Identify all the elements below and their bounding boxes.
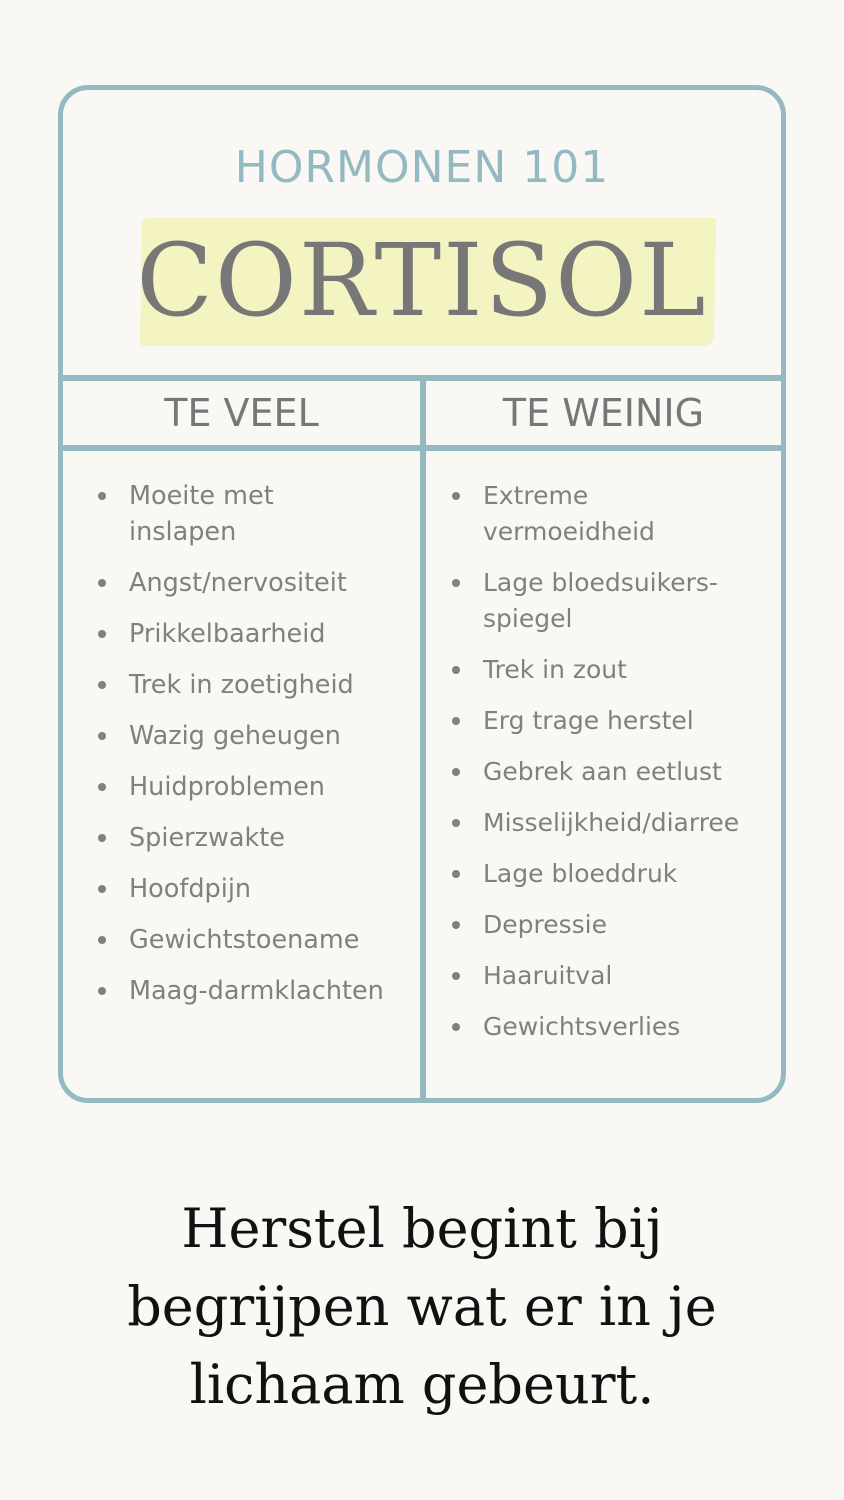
list-item [95,871,425,907]
bullet-icon [98,987,106,995]
list-item [95,769,425,805]
bullet-icon [98,630,106,638]
column-heading-te-weinig: TE WEINIG [502,391,705,435]
list-item-text: Maag-darmklachten [129,976,384,1006]
bullet-icon [452,579,460,587]
symptom-list-te-veel [95,478,425,1024]
list-item-text: Depressie [483,910,607,939]
list-item-text: Gewichtstoename [129,925,360,955]
list-item-text: Trek in zout [483,655,627,684]
card-header [63,90,781,380]
list-item [449,805,779,841]
list-item [449,652,779,688]
column-heading-te-veel: TE VEEL [164,391,319,435]
list-item [95,667,425,703]
bullet-icon [452,921,460,929]
list-item-text: Moeite met inslapen [129,481,274,547]
list-item-text: Huidproblemen [129,772,325,802]
list-item-text: Wazig geheugen [129,721,341,751]
list-item-text: Haaruitval [483,961,613,990]
bullet-icon [98,834,106,842]
list-item [95,478,425,550]
bullet-icon [98,885,106,893]
list-item [449,1009,779,1045]
bullet-icon [98,579,106,587]
card-subtitle: HORMONEN 101 [234,142,610,193]
list-item-text: Erg trage herstel [483,706,694,735]
list-item [449,907,779,943]
list-item [449,856,779,892]
list-item [95,616,425,652]
bullet-icon [98,732,106,740]
list-item-text: Gewichtsverlies [483,1012,681,1041]
list-item [95,565,425,601]
info-card [58,85,786,1103]
list-item [95,922,425,958]
bullet-icon [452,492,460,500]
bullet-icon [452,972,460,980]
list-item-text: Gebrek aan eetlust [483,757,722,786]
list-item-text: Lage bloedsuikers- spiegel [483,568,718,633]
list-item-text: Extreme vermoeidheid [483,481,655,546]
list-item [449,565,779,637]
list-item [95,718,425,754]
card-title: CORTISOL [136,222,708,339]
list-item-text: Prikkelbaarheid [129,619,326,649]
list-item-text: Misselijkheid/diarree [483,808,740,837]
bullet-icon [452,768,460,776]
bullet-icon [452,717,460,725]
list-item-text: Hoofdpijn [129,874,252,904]
bullet-icon [98,681,106,689]
symptom-list-te-weinig [449,478,779,1060]
list-item [449,478,779,550]
bullet-icon [98,783,106,791]
bullet-icon [98,936,106,944]
list-item-text: Trek in zoetigheid [129,670,354,700]
list-item [449,958,779,994]
tagline: Herstel begint bij begrijpen wat er in je lichaam gebeurt. [127,1197,717,1416]
bullet-icon [452,870,460,878]
list-item-text: Angst/nervositeit [129,568,347,598]
bullet-icon [452,1023,460,1031]
list-item-text: Lage bloeddruk [483,859,678,888]
bullet-icon [98,492,106,500]
list-item-text: Spierzwakte [129,823,285,853]
list-item [95,820,425,856]
list-item [449,703,779,739]
bullet-icon [452,666,460,674]
bullet-icon [452,819,460,827]
list-item [95,973,425,1009]
list-item [449,754,779,790]
